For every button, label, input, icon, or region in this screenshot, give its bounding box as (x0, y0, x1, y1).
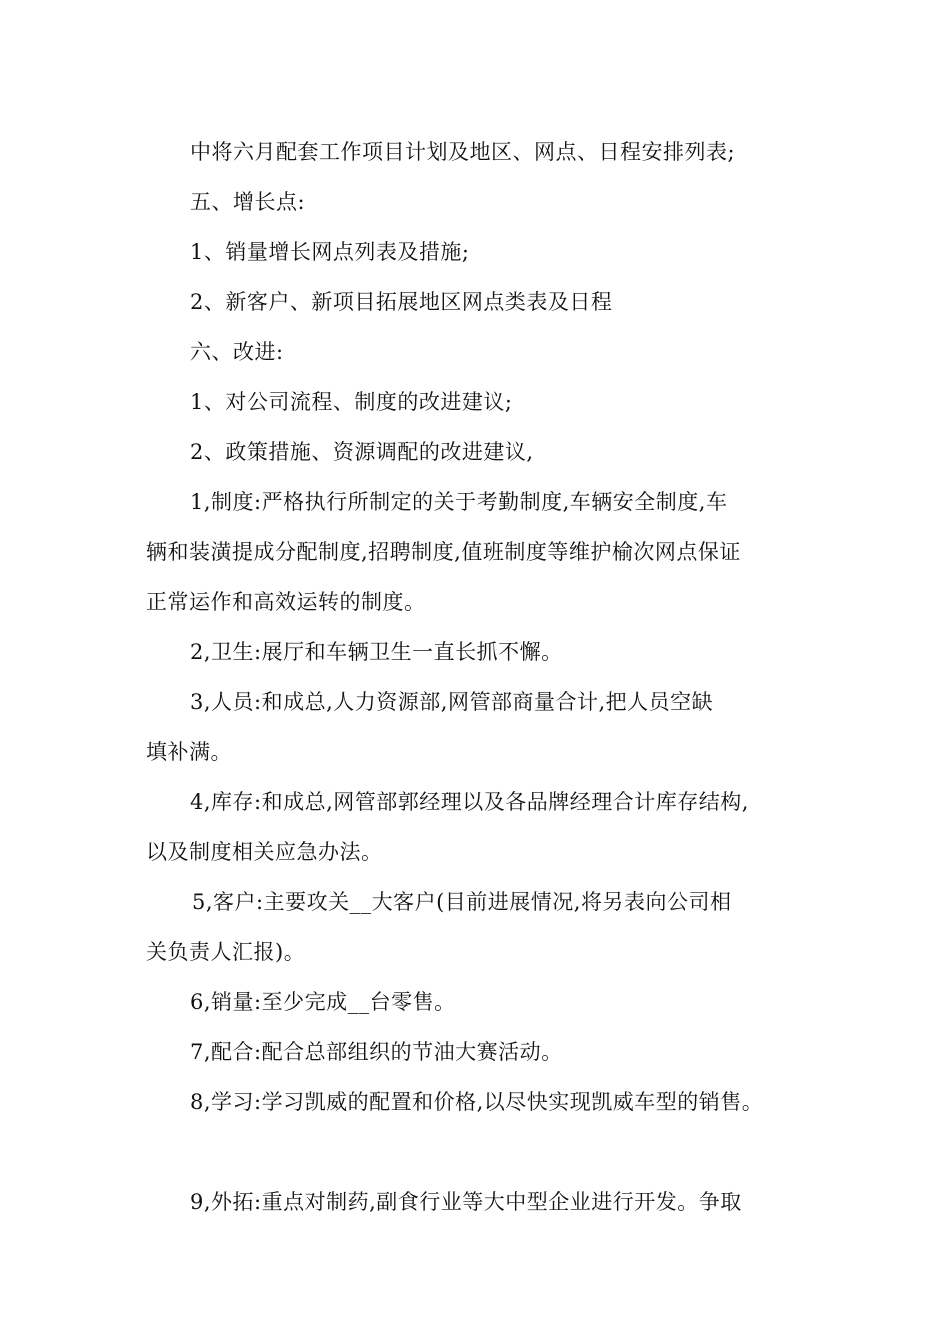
text-line-7: 2、政策措施、资源调配的改进建议, (190, 440, 534, 464)
paragraph-customer-line-1: 5,客户:主要攻关__大客户(目前进展情况,将另表向公司相 (192, 890, 732, 914)
paragraph-staff-line-1: 3,人员:和成总,人力资源部,网管部商量合计,把人员空缺 (190, 690, 714, 714)
paragraph-cooperation: 7,配合:配合总部组织的节油大赛活动。 (190, 1040, 563, 1064)
paragraph-customer-line-2: 关负责人汇报)。 (146, 940, 306, 964)
paragraph-staff-line-2: 填补满。 (146, 740, 232, 764)
paragraph-inventory-line-1: 4,库存:和成总,网管部郭经理以及各品牌经理合计库存结构, (190, 790, 749, 814)
paragraph-system-line-1: 1,制度:严格执行所制定的关于考勤制度,车辆安全制度,车 (190, 490, 728, 514)
text-line-6: 1、对公司流程、制度的改进建议; (190, 390, 513, 414)
paragraph-hygiene: 2,卫生:展厅和车辆卫生一直长抓不懈。 (190, 640, 563, 664)
text-line-1: 中将六月配套工作项目计划及地区、网点、日程安排列表; (190, 140, 736, 164)
text-line-4: 2、新客户、新项目拓展地区网点类表及日程 (190, 290, 613, 314)
paragraph-expansion: 9,外拓:重点对制药,副食行业等大中型企业进行开发。争取 (190, 1190, 742, 1214)
paragraph-system-line-2: 辆和装潢提成分配制度,招聘制度,值班制度等维护榆次网点保证 (146, 540, 741, 564)
paragraph-learning: 8,学习:学习凯威的配置和价格,以尽快实现凯威车型的销售。 (190, 1090, 764, 1114)
paragraph-sales: 6,销量:至少完成__台零售。 (190, 990, 456, 1014)
text-line-3: 1、销量增长网点列表及措施; (190, 240, 470, 264)
section-heading-improve: 六、改进: (190, 340, 284, 364)
paragraph-system-line-3: 正常运作和高效运转的制度。 (146, 590, 426, 614)
paragraph-inventory-line-2: 以及制度相关应急办法。 (146, 840, 383, 864)
section-heading-growth: 五、增长点: (190, 190, 306, 214)
